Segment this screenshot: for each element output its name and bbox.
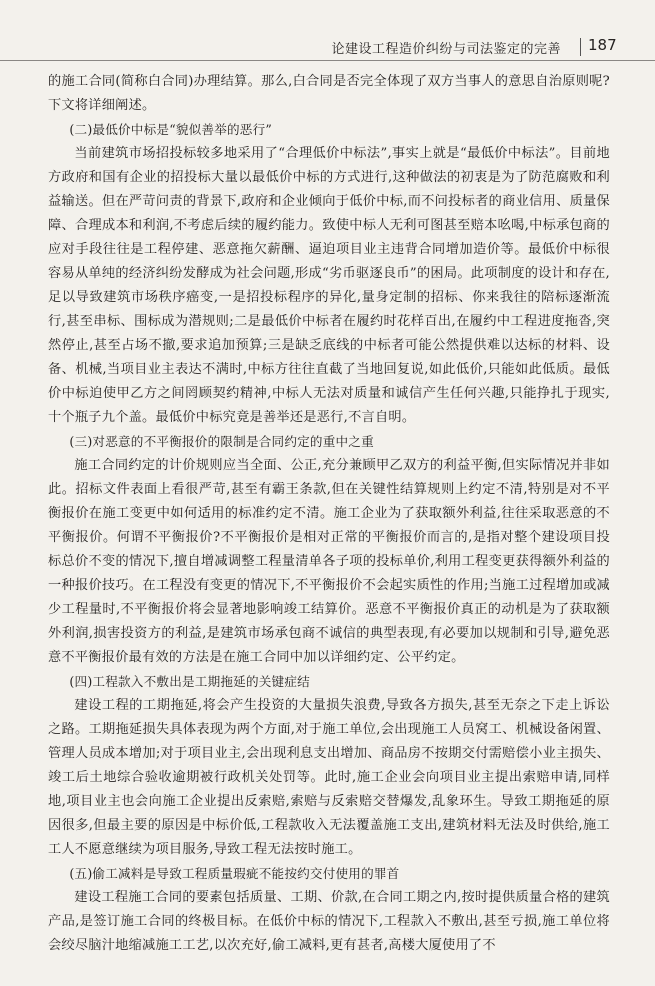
paragraph: 建设工程的工期拖延,将会产生投资的大量损失浪费,导致各方损失,甚至无奈之下走上诉讼之路。工期拖延损失具体表现为两个方面,对于施工单位,会出现施工人员窝工、机械设备闲置、管理人员成本增加;对于项目业主,会出现利息支出增加、商品房不按期交付需赔偿小业主损失、竣工后土地综合验收逾期被行政机关处罚等。此时,施工企业会向项目业主提出索赔申请,同样地,项目业主也会向施工企业提出反索赔,索赔与反索赔交替爆发,乱象环生。导致工期拖延的原因很多,但最主要的原因是中标价低,工程款收入无法覆盖施工支出,建筑材料无法及时供给,施工工人不愿意继续为项目服务,导致工程无法按时施工。 [48,698,610,857]
header-rule [0,60,655,61]
running-head-divider [580,38,581,56]
paragraph: 建设工程施工合同的要素包括质量、工期、价款,在合同工期之内,按时提供质量合格的建筑产品,是签订施工合同的终极目标。在低价中标的情况下,工程款入不敷出,甚至亏损,施工单位将会绞尽脑汁地缩减施工工艺,以次充好,偷工减料,更有甚者,高楼大厦使用了不 [48,890,610,953]
page-number: 187 [588,36,617,54]
body-text [48,70,610,958]
section-heading: (三)对恶意的不平衡报价的限制是合同约定的重中之重 [69,434,374,449]
section-heading: (五)偷工减料是导致工程质量瑕疵不能按约交付使用的罪首 [69,866,400,881]
section-heading: (四)工程款入不敷出是工期拖延的关键症结 [69,674,310,689]
paragraph: 施工合同约定的计价规则应当全面、公正,充分兼顾甲乙双方的利益平衡,但实际情况并非如此。招标文件表面上看很严苛,甚至有霸王条款,但在关键性结算规则上约定不清,特别是对不平衡报价在施工变更中如何适用的标准约定不清。施工企业为了获取额外利益,往往采取恶意的不平衡报价。何谓不平衡报价?不平衡报价是相对正常的平衡报价而言的,是指对整个建设项目投标总价不变的情况下,擅自增减调整工程量清单各子项的投标单价,利用工程变更获得额外利益的一种报价技巧。在工程没有变更的情况下,不平衡报价不会起实质性的作用;当施工过程增加或减少工程量时,不平衡报价将会显著地影响竣工结算价。恶意不平衡报价真正的动机是为了获取额外利润,损害投资方的利益,是建筑市场承包商不诚信的典型表现,有必要加以规制和引导,避免恶意不平衡报价最有效的方法是在施工合同中加以详细约定、公平约定。 [48,458,610,665]
running-head [0,30,655,60]
paragraph: 当前建筑市场招投标较多地采用了“合理低价中标法”,事实上就是“最低价中标法”。目前地方政府和国有企业的招投标大量以最低价中标的方式进行,这种做法的初衷是为了防范腐败和利益输送。但在严苛问责的背景下,政府和企业倾向于低价中标,而不问投标者的商业信用、质量保障、合理成本和利润,不考虑后续的履约能力。致使中标人无利可图甚至赔本吆喝,中标承包商的应对手段往往是工程停建、恶意拖欠薪酬、逼迫项目业主违背合同增加造价等。最低价中标很容易从单纯的经济纠纷发酵成为社会问题,形成“劣币驱逐良币”的困局。此项制度的设计和存在,足以导致建筑市场秩序癌变,一是招投标程序的异化,量身定制的招标、你来我往的陪标逐渐流行,甚至串标、围标成为潜规则;二是最低价中标者在履约时花样百出,在履约中工程进度拖沓,突然停止,甚至占场不撤,要求追加预算;三是缺乏底线的中标者可能公然提供难以达标的材料、设备、机械,当项目业主表达不满时,中标方往往直截了当地回复说,如此低价,只能如此低质。最低价中标迫使甲乙方之间罔顾契约精神,中标人无法对质量和诚信产生任何兴趣,只能挣扎于现实,十个瓶子九个盖。最低价中标究竟是善举还是恶行,不言自明。 [48,146,610,425]
section-heading: (二)最低价中标是“貌似善举的恶行” [69,122,273,137]
running-head-title: 论建设工程造价纠纷与司法鉴定的完善 [331,42,561,57]
paragraph: 的施工合同(简称白合同)办理结算。那么,白合同是否完全体现了双方当事人的意思自治原则呢?下文将详细阐述。 [48,74,610,113]
